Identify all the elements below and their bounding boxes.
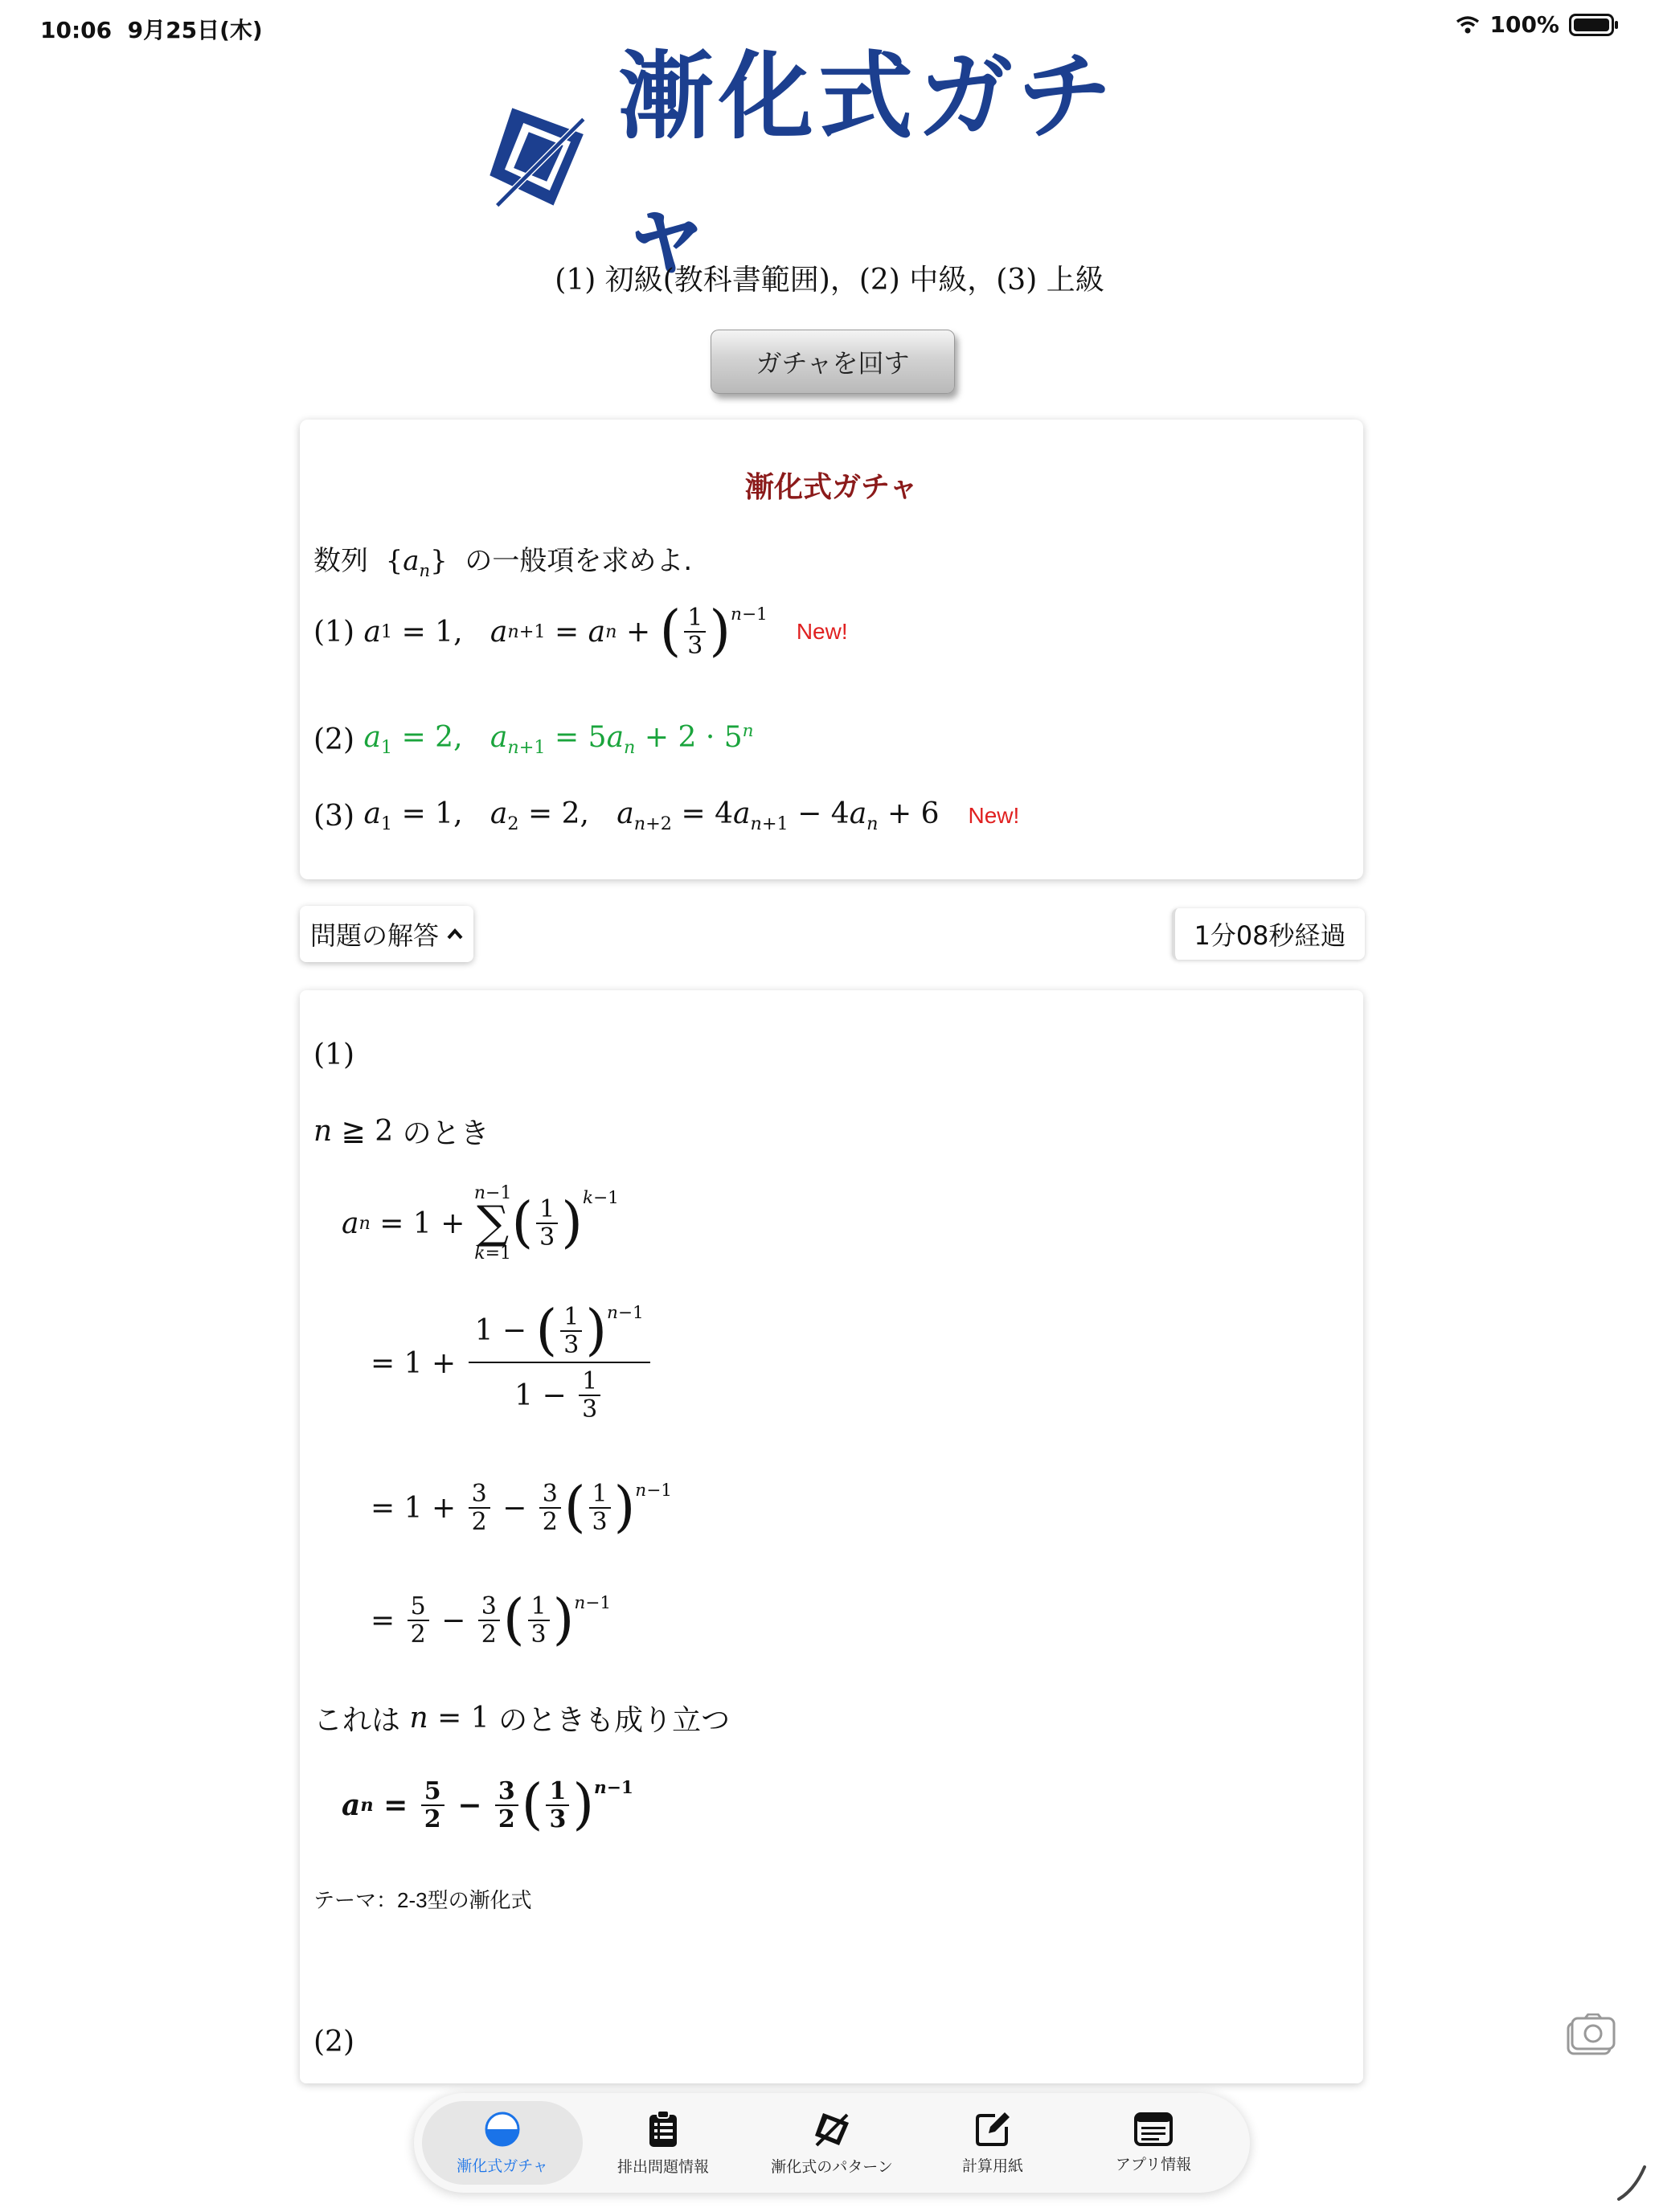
tab-gacha[interactable]: [422, 2101, 583, 2185]
prompt-pre: 数列: [313, 545, 368, 577]
pen-book-icon: [812, 2110, 852, 2149]
solution-step-2: = 1 + 1 − ( $\frac{1}{3}$ ) $^{n -1}$ 1 − $\frac{1}{3}$: [371, 1304, 653, 1423]
solution-step-3: = 1 + $\frac{3}{2}$ − $\frac{3}{2}$ ( $\frac{1}{3}$ ) $^{n -1}$: [371, 1476, 673, 1539]
holds-statement: これは n = 1 のときも成り立つ: [313, 1698, 730, 1739]
battery-percent: 100%: [1489, 11, 1559, 38]
tab-bar: [414, 2093, 1250, 2193]
news-icon: [1134, 2112, 1173, 2146]
problem-card: [300, 420, 1363, 879]
solution-step-4: = $\frac{5}{2}$ − $\frac{3}{2}$ ( $\frac{1}{3}$ ) $^{n -1}$: [371, 1588, 612, 1652]
tab-label: 漸化式のパターン: [771, 2158, 893, 2176]
chevron-up-icon: [447, 928, 463, 940]
holds-pre: これは: [313, 1704, 401, 1737]
prompt-post: の一般項を求めよ.: [465, 545, 693, 577]
problem-formula: a 1 = 1, a n+1 = a n + ( $\frac{1}{3}$ ) $^{n -1}$: [363, 600, 768, 663]
problem-3: [313, 797, 1019, 834]
tab-label: 排出問題情報: [616, 2158, 709, 2176]
theme-label: テーマ：2-3型の漸化式: [313, 1888, 532, 1912]
status-right: [1456, 11, 1614, 38]
clipboard-list-icon: [647, 2110, 679, 2149]
problem-prompt: [313, 539, 692, 580]
tab-label: 漸化式ガチャ: [457, 2157, 548, 2175]
sequence-notation: $\{a_n\}$: [376, 545, 457, 580]
tab-label: アプリ情報: [1115, 2156, 1192, 2173]
date-text: 9月25日(木): [127, 17, 263, 43]
level-description: (1) 初級(教科書範囲)，(2) 中級，(3) 上級: [555, 264, 1104, 297]
battery-icon: [1569, 14, 1614, 36]
final-answer: a n = $\frac{5}{2}$ − $\frac{3}{2}$ ( $\frac{1}{3}$ ) $^{n -1}$: [342, 1773, 633, 1837]
half-circle-icon: [484, 2111, 521, 2148]
problem-1: [313, 600, 848, 663]
logo-emblem-icon: [482, 96, 595, 217]
pencil-indicator-icon: [1616, 2162, 1648, 2202]
holds-post: のときも成り立つ: [498, 1704, 731, 1737]
spin-gacha-button[interactable]: ガチャを回す: [711, 330, 955, 394]
part1-label: (1): [313, 1038, 354, 1071]
problem-number: (1): [313, 615, 354, 649]
case-text: のとき: [402, 1117, 490, 1150]
elapsed-timer: 1分08秒経過: [1172, 908, 1365, 960]
tab-app-info[interactable]: [1073, 2101, 1234, 2185]
logo-title: 漸化式ガチャ: [618, 41, 1117, 289]
card-title: 漸化式ガチャ: [745, 471, 918, 504]
problem-formula: $a_1 = 1$, $a_2 = 2$, $a_{n+2} = 4a_{n+1} - 4a_n + 6$: [363, 797, 940, 835]
camera-icon[interactable]: [1566, 2013, 1616, 2058]
wifi-icon: [1456, 15, 1480, 35]
problem-number: (2): [313, 723, 354, 756]
new-badge: New!: [796, 619, 848, 645]
solution-step-1: a n = 1 + n−1 ∑ k=1 ( $\frac{1}{3}$ ) $^{k -1}$: [342, 1183, 619, 1264]
problem-2: [313, 721, 754, 758]
time-text: 10:06: [40, 17, 113, 43]
answer-toggle-label: 問題の解答: [309, 920, 439, 951]
tab-label: 計算用紙: [961, 2157, 1023, 2175]
status-time: [40, 13, 263, 45]
new-badge: New!: [968, 803, 1020, 829]
answer-toggle-button[interactable]: [300, 906, 473, 962]
tab-issued-problems[interactable]: [583, 2101, 743, 2185]
problem-formula: $a_1 = 2$, $a_{n+1} = 5a_n + 2 \cdot 5^n$: [363, 721, 754, 759]
tab-scratch-paper[interactable]: [912, 2101, 1073, 2185]
tab-patterns[interactable]: [752, 2101, 912, 2185]
case-condition: n ≧ 2 のとき: [313, 1111, 490, 1152]
part2-label: (2): [313, 2026, 354, 2058]
answer-panel: [300, 990, 1363, 2083]
edit-square-icon: [974, 2111, 1011, 2148]
problem-number: (3): [313, 799, 354, 833]
